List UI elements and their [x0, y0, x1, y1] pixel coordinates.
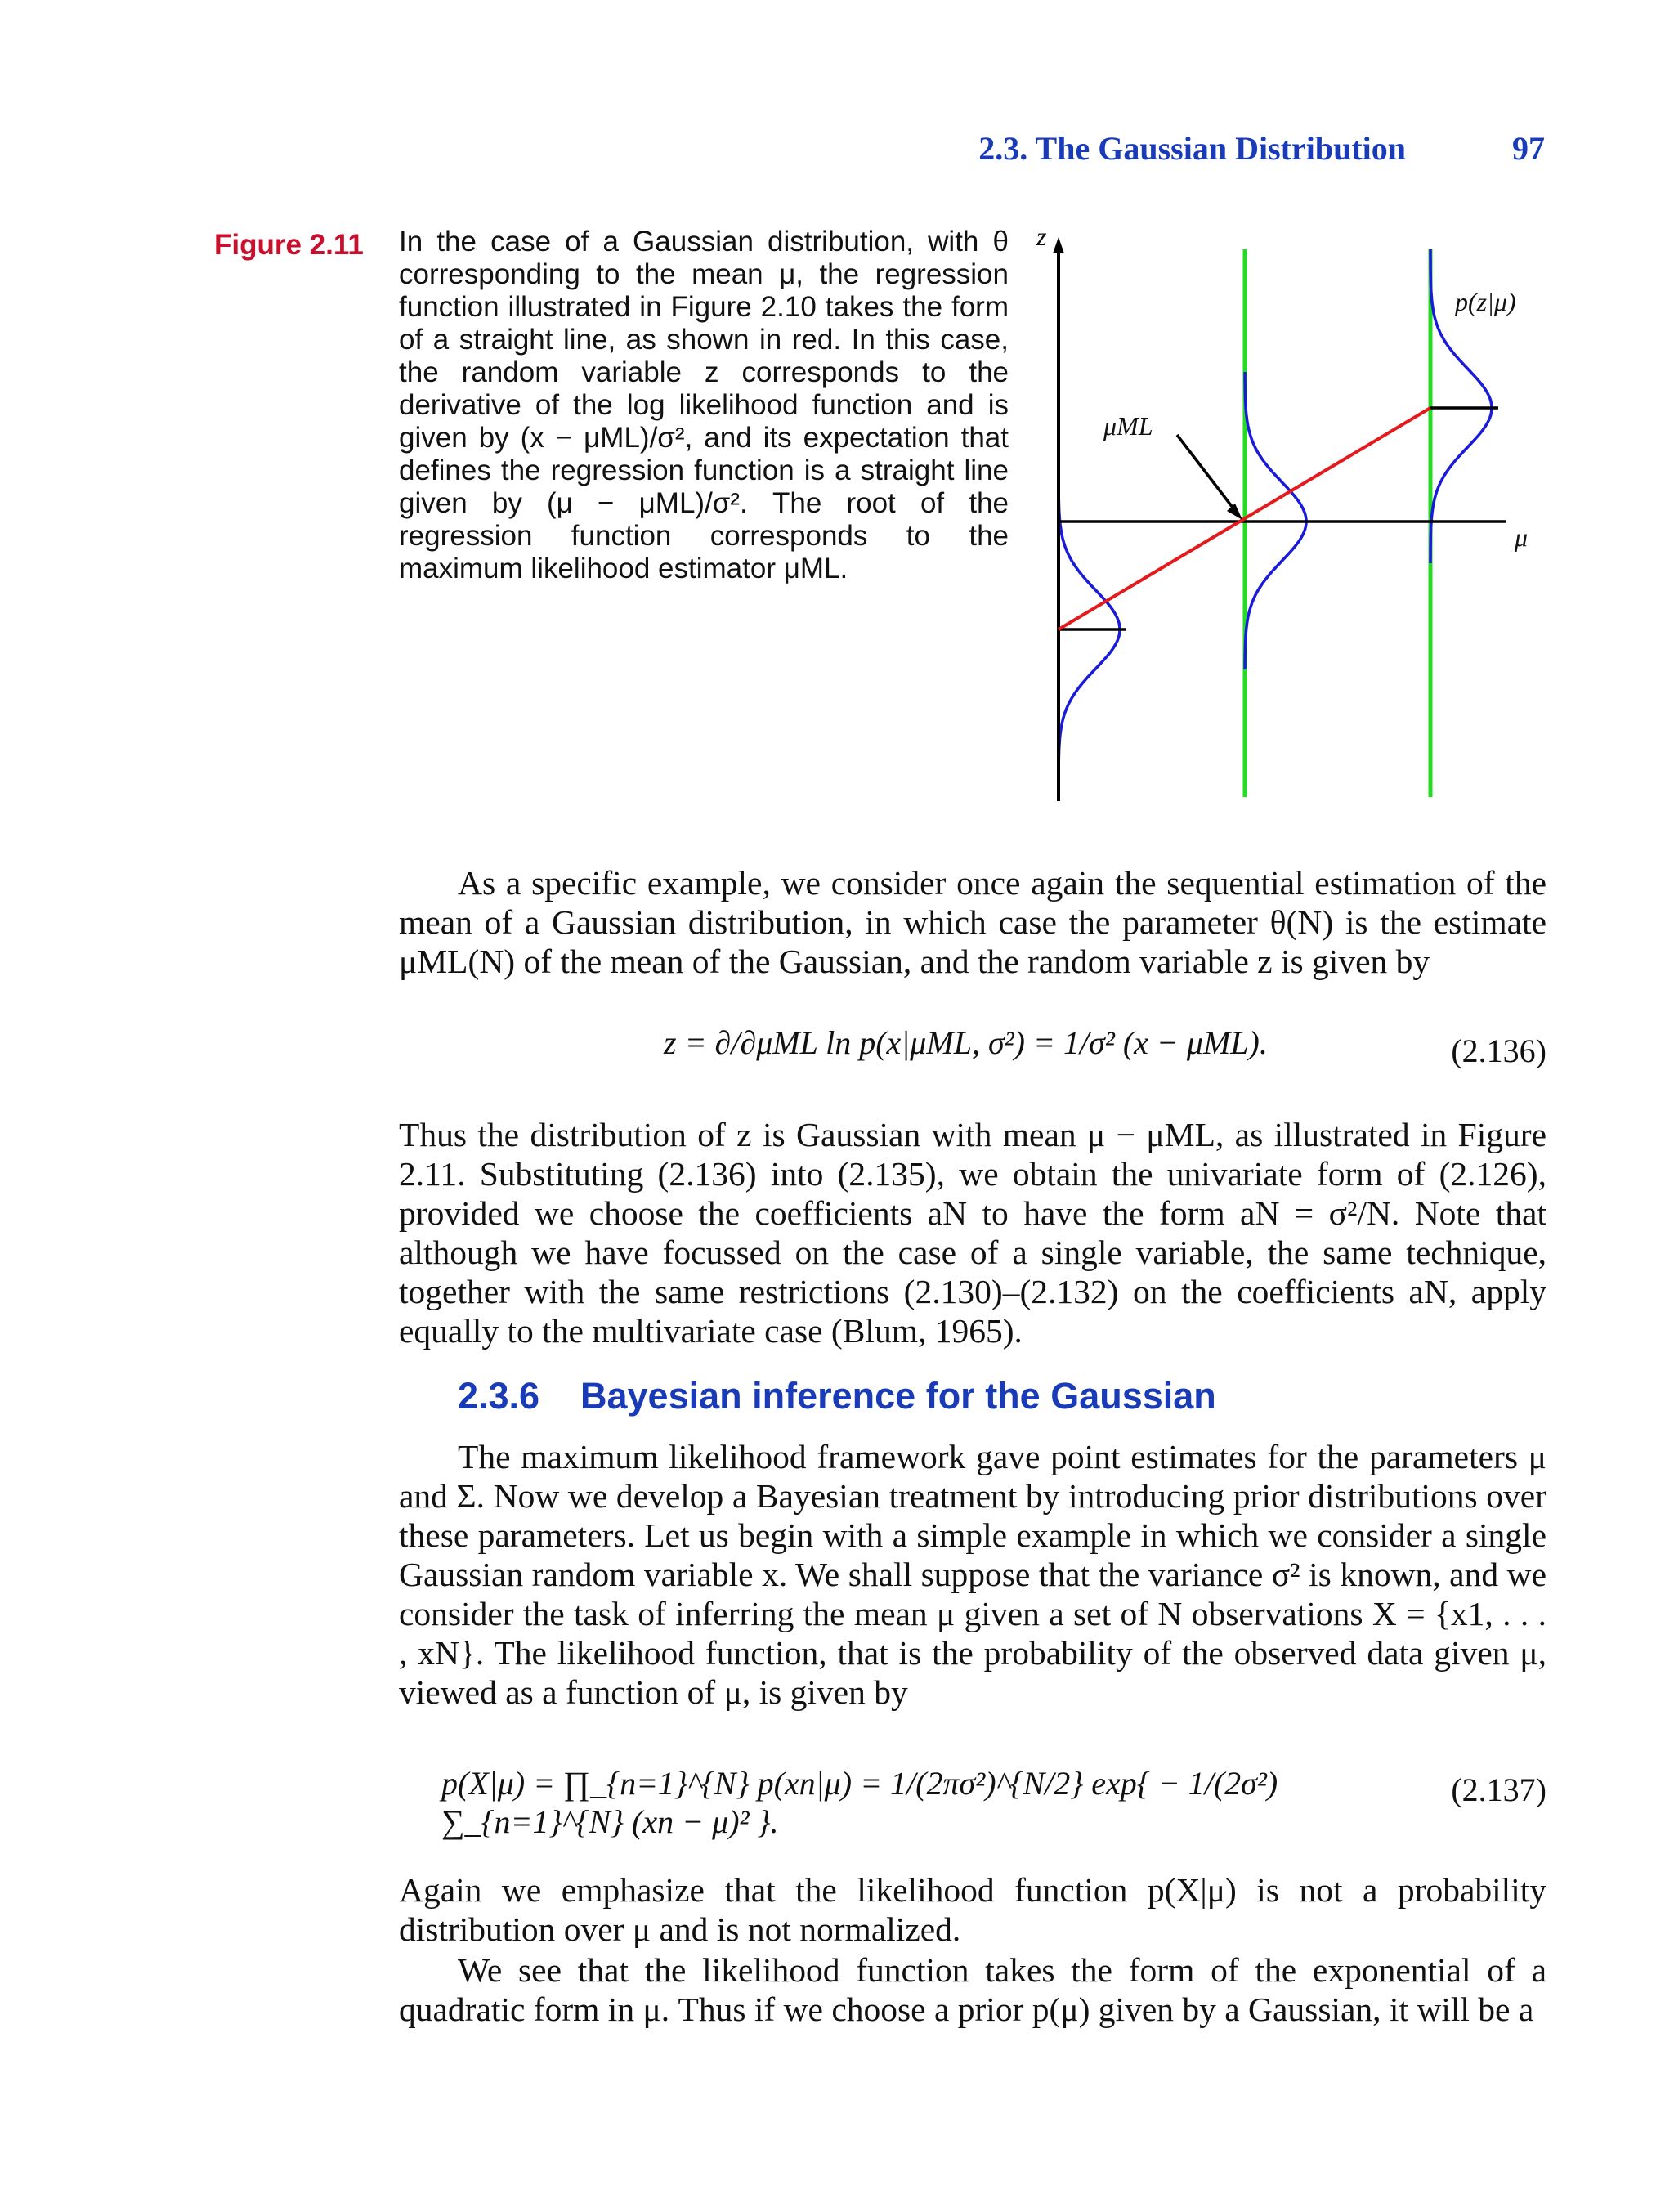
equation-number-2-136: (2.136)	[1451, 1032, 1546, 1069]
paragraph-1: As a specific example, we consider once again the sequential estimation of the mean of a Gaussian distribution, in which case the parameter θ(N) is the estimate μML(N) of the mean of the Gaussian, and the random variable z is given by	[399, 864, 1546, 980]
figure-caption: In the case of a Gaussian distribution, with θ corresponding to the mean μ, the regression function illustrated in Figure 2.10 takes the form of a straight line, as shown in red. In this case, the random variable z corresponds to the derivative of the log likelihood function and is given by (x − μML)/σ², and its expectation that defines the regression function is a straight line given by (μ − μML)/σ². The root of the regression function corresponds to the maximum likelihood estimator μML.	[399, 226, 1009, 584]
mu-axis-label: μ	[1515, 522, 1529, 552]
section-number: 2.3.6	[458, 1375, 540, 1417]
paragraph-3: The maximum likelihood framework gave point estimates for the parameters μ and Σ. Now we develop a Bayesian treatment by introducing prior distributions over these parameters. Let us begin with a simple example in which we consider a single Gaussian random variable x. We shall suppose that the variance σ² is known, and we consider the task of inferring the mean μ given a set of N observations X = {x1, . . . , xN}. The likelihood function, that is the probability of the observed data given μ, viewed as a function of μ, is given by	[399, 1438, 1546, 1711]
muml-label: μML	[1103, 411, 1153, 441]
figure-2-11	[1022, 221, 1561, 809]
paragraph-4: Again we emphasize that the likelihood function p(X|μ) is not a probability distribution over μ and is not normalized.	[399, 1871, 1546, 1948]
equation-number-2-137: (2.137)	[1451, 1771, 1546, 1808]
paragraph-5: We see that the likelihood function takes the form of the exponential of a quadratic form in μ. Thus if we choose a prior p(μ) given by a Gaussian, it will be a	[399, 1951, 1546, 2028]
running-header-title: 2.3. The Gaussian Distribution	[978, 130, 1406, 167]
z-axis-arrowhead	[1053, 237, 1064, 253]
figure-label: Figure 2.11	[214, 229, 364, 261]
section-title: Bayesian inference for the Gaussian	[580, 1375, 1216, 1417]
paragraph-2: Thus the distribution of z is Gaussian with mean μ − μML, as illustrated in Figure 2.11. Substituting (2.136) into (2.135), we obtain the univariate form of (2.126), provided we choose the coefficients aN to have the form aN = σ²/N. Note that although we have focussed on the case of a single variable, the same technique, together with the same restrictions (2.130)–(2.132) on the coefficients aN, apply equally to the multivariate case (Blum, 1965).	[399, 1116, 1546, 1350]
equation-2-137: p(X|μ) = ∏_{n=1}^{N} p(xn|μ) = 1/(2πσ²)^{N/2} exp{ − 1/(2σ²) ∑_{n=1}^{N} (xn − μ)² }.	[441, 1765, 1278, 1840]
z-axis-label: z	[1036, 222, 1047, 251]
equation-2-136: z = ∂/∂μML ln p(x|μML, σ²) = 1/σ² (x − μML).	[664, 1024, 1268, 1061]
page-number: 97	[1512, 130, 1545, 167]
muml-arrowhead	[1227, 504, 1242, 520]
density-curve-left	[1059, 499, 1120, 768]
section-heading	[458, 1375, 1216, 1417]
pzmu-label: p(z|μ)	[1455, 287, 1516, 316]
muml-arrow	[1177, 435, 1236, 512]
